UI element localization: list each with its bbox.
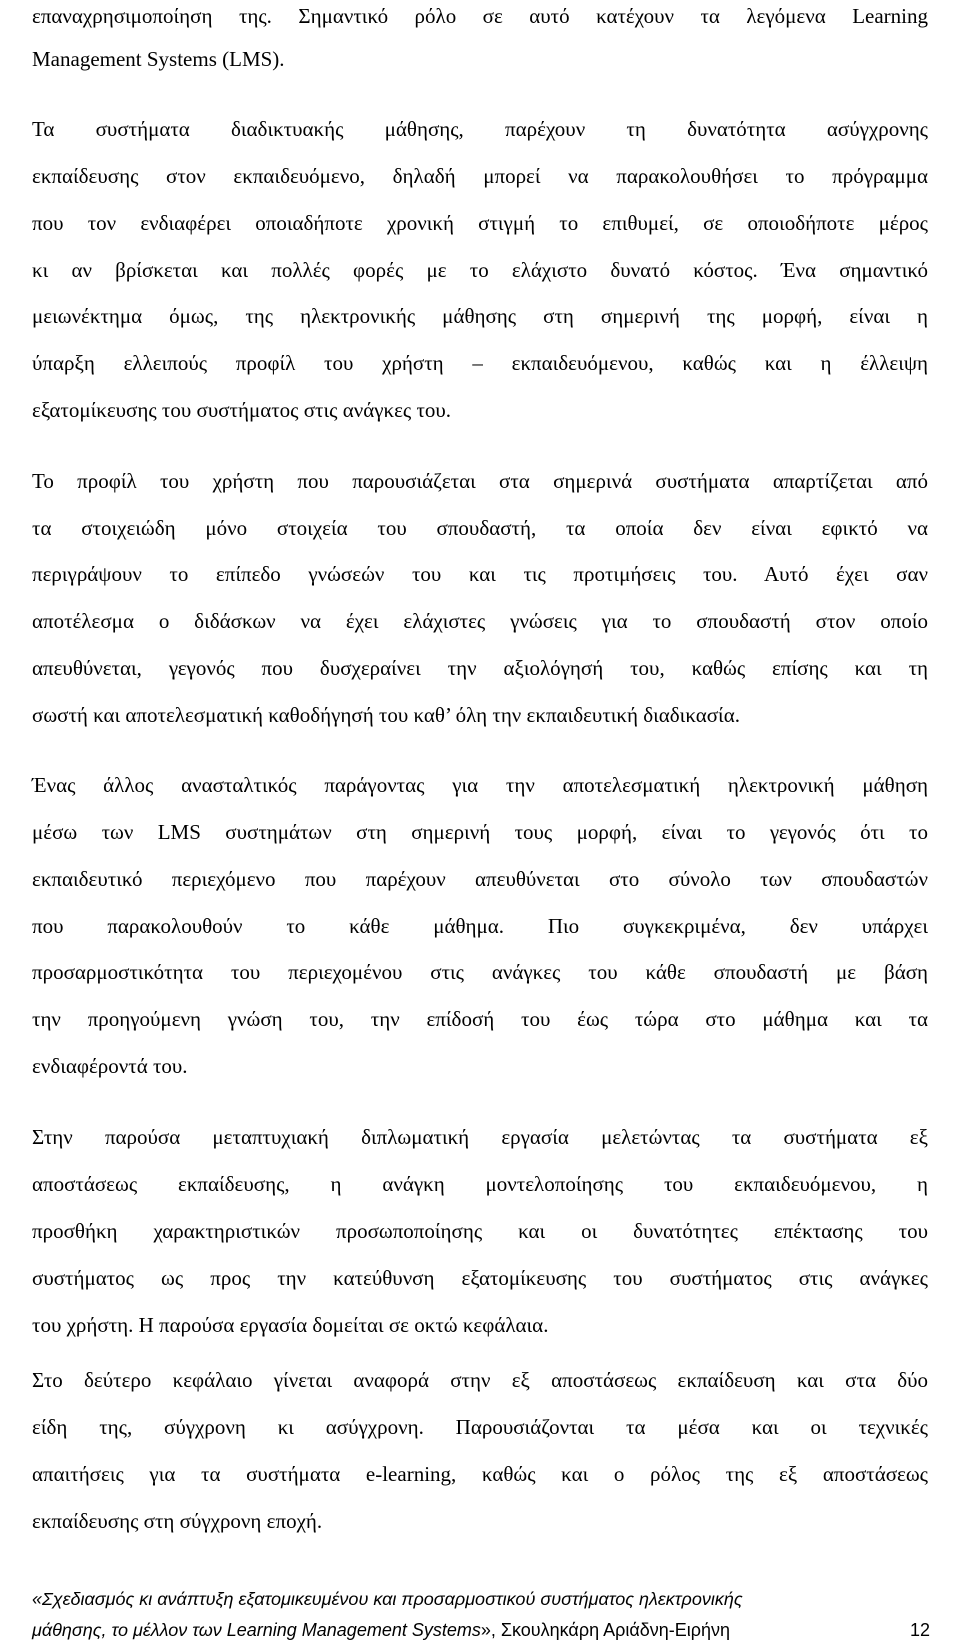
page-number: 12	[909, 1620, 930, 1640]
text-line: εκπαιδευτικό περιεχόμενο που παρέχουν απευθύνεται στο σύνολο των σπουδαστών	[32, 867, 928, 891]
text-line: που παρακολουθούν το κάθε μάθημα. Πιο συγκεκριμένα, δεν υπάρχει	[32, 914, 928, 938]
text-line: σωστή και αποτελεσματική καθοδήγησή του καθ’ όλη την εκπαιδευτική διαδικασία.	[32, 703, 740, 727]
text-line: αποτέλεσμα ο διδάσκων να έχει ελάχιστες γνώσεις για το σπουδαστή στον οποίο	[32, 609, 928, 633]
footer-title-line	[32, 1585, 928, 1613]
text-line: περιγράψουν το επίπεδο γνώσεών του και τις προτιμήσεις του. Αυτό έχει σαν	[32, 562, 928, 586]
text-line: συστήματος ως προς την κατεύθυνση εξατομίκευσης του συστήματος στις ανάγκες	[32, 1266, 928, 1290]
text-line: απευθύνεται, γεγονός που δυσχεραίνει την αξιολόγησή του, καθώς επίσης και τη	[32, 656, 928, 680]
text-line: επαναχρησιμοποίηση της. Σημαντικό ρόλο σε αυτό κατέχουν τα λεγόμενα Learning	[32, 4, 928, 28]
text-line: αποστάσεως εκπαίδευσης, η ανάγκη μοντελοποίησης του εκπαιδευόμενου, η	[32, 1172, 928, 1196]
text-line: προσθήκη χαρακτηριστικών προσωποποίησης και οι δυνατότητες επέκτασης του	[32, 1219, 928, 1243]
footer-author: », Σκουληκάρη Αριάδνη-Ειρήνη	[480, 1620, 731, 1640]
footer-title-text: «Σχεδιασμός κι ανάπτυξη εξατομικευμένου και προσαρμοστικού συστήματος ηλεκτρονικής	[32, 1589, 743, 1609]
text-line: μειωνέκτημα όμως, της ηλεκτρονικής μάθησης στη σημερινή της μορφή, είναι η	[32, 304, 928, 328]
footer-title-text: μάθησης, το μέλλον των Learning Management Systems	[32, 1620, 481, 1640]
text-line: απαιτήσεις για τα συστήματα e-learning, καθώς και ο ρόλος της εξ αποστάσεως	[32, 1462, 928, 1486]
text-line: Το προφίλ του χρήστη που παρουσιάζεται στα σημερινά συστήματα απαρτίζεται από	[32, 469, 928, 493]
text-line: Τα συστήματα διαδικτυακής μάθησης, παρέχουν τη δυνατότητα ασύγχρονης	[32, 117, 928, 141]
text-line: Στο δεύτερο κεφάλαιο γίνεται αναφορά στην εξ αποστάσεως εκπαίδευση και στα δύο	[32, 1368, 928, 1392]
text-line: Ένας άλλος ανασταλτικός παράγοντας για την αποτελεσματική ηλεκτρονική μάθηση	[32, 773, 928, 797]
text-line: κι αν βρίσκεται και πολλές φορές με το ελάχιστο δυνατό κόστος. Ένα σημαντικό	[32, 258, 928, 282]
text-line: Management Systems (LMS).	[32, 47, 285, 71]
text-line: του χρήστη. Η παρούσα εργασία δομείται σε οκτώ κεφάλαια.	[32, 1313, 549, 1337]
text-line: εξατομίκευσης του συστήματος στις ανάγκες του.	[32, 398, 452, 422]
text-line: ενδιαφέροντά του.	[32, 1054, 188, 1078]
text-line: μέσω των LMS συστημάτων στη σημερινή τους μορφή, είναι το γεγονός ότι το	[32, 820, 928, 844]
text-line: είδη της, σύγχρονη κι ασύγχρονη. Παρουσιάζονται τα μέσα και οι τεχνικές	[32, 1415, 928, 1439]
text-line: την προηγούμενη γνώση του, την επίδοσή του έως τώρα στο μάθημα και τα	[32, 1007, 928, 1031]
text-line: τα στοιχειώδη μόνο στοιχεία του σπουδαστή, τα οποία δεν είναι εφικτό να	[32, 516, 928, 540]
text-line: που τον ενδιαφέρει οποιαδήποτε χρονική στιγμή το επιθυμεί, σε οποιοδήποτε μέρος	[32, 211, 928, 235]
text-line: ύπαρξη ελλειπούς προφίλ του χρήστη – εκπαιδευόμενου, καθώς και η έλλειψη	[32, 351, 928, 375]
footer-title-line	[32, 1616, 928, 1644]
text-line: προσαρμοστικότητα του περιεχομένου στις ανάγκες του κάθε σπουδαστή με βάση	[32, 960, 928, 984]
text-line: εκπαίδευσης στον εκπαιδευόμενο, δηλαδή μπορεί να παρακολουθήσει το πρόγραμμα	[32, 164, 928, 188]
text-line: εκπαίδευσης στη σύγχρονη εποχή.	[32, 1509, 323, 1533]
text-line: Στην παρούσα μεταπτυχιακή διπλωματική εργασία μελετώντας τα συστήματα εξ	[32, 1125, 928, 1149]
